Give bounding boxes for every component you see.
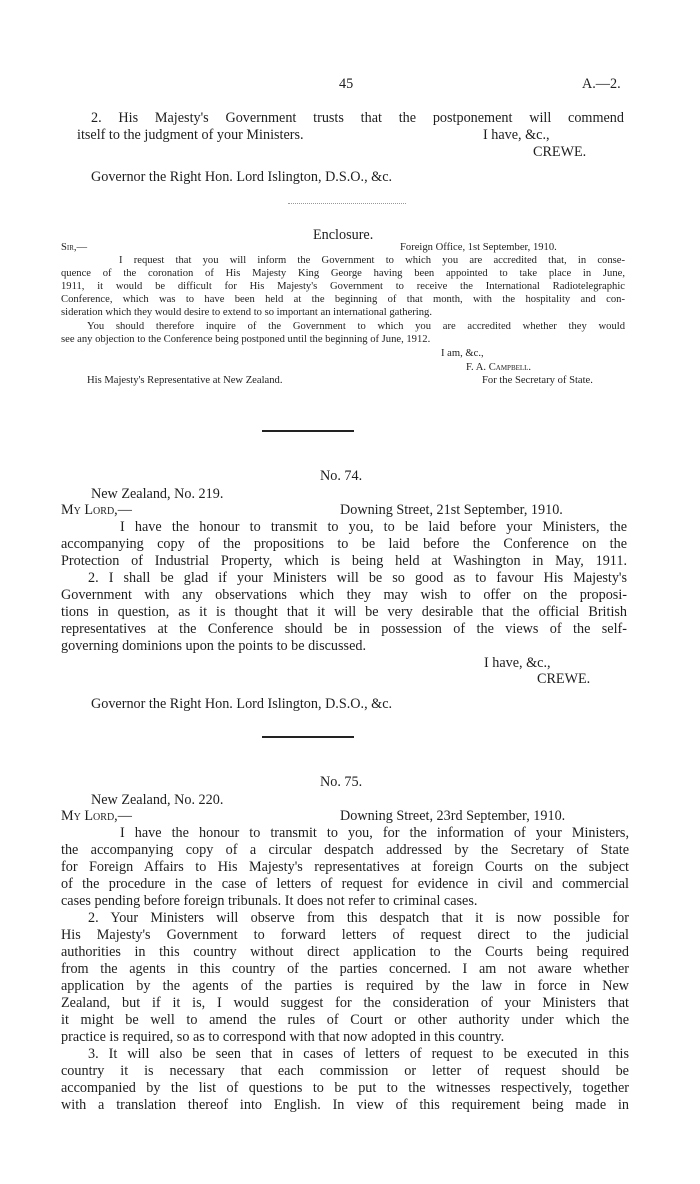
despatch-75-line: accompanied by the list of questions to be put to the witnesses respectively, together xyxy=(61,1080,629,1096)
despatch-75-line: authorities in this country without direct application to the Courts being required xyxy=(61,944,629,960)
despatch-75-ref: New Zealand, No. 220. xyxy=(91,792,224,808)
despatch-74-line: representatives at the Conference should be in possession of the views of the self- xyxy=(61,621,627,637)
enclosure-recipient: His Majesty's Representative at New Zealand. xyxy=(87,375,283,386)
despatch-74-line: Protection of Industrial Property, which is being held at Washington in May, 1911. xyxy=(61,553,627,569)
enclosure-line: quence of the coronation of His Majesty King George having been appointed to take place in June, xyxy=(61,268,625,279)
despatch-75-salutation: My Lord,— xyxy=(61,808,132,824)
despatch-74-line: governing dominions upon the points to be discussed. xyxy=(61,638,367,654)
enclosure-salutation: Sir,— xyxy=(61,242,88,253)
despatch-75-line: of the procedure in the case of letters of request for evidence in civil and commercial xyxy=(61,876,629,892)
despatch-74-signature: CREWE. xyxy=(537,671,591,687)
despatch-75-line: with a translation thereof into English. In view of this requirement being made in xyxy=(61,1097,629,1113)
despatch-75-line: practice is required, so as to correspond with that now adopted in this country. xyxy=(61,1029,505,1045)
despatch-74-line: 2. I shall be glad if your Ministers will be so good as to favour His Majesty's xyxy=(88,570,627,586)
despatch-75-line: country it is necessary that each commission or letter of request should be xyxy=(61,1063,629,1079)
despatch-75-line: I have the honour to transmit to you, for the information of your Ministers, xyxy=(120,825,629,841)
document-reference: A.—2. xyxy=(582,76,621,92)
top-closing: I have, &c., xyxy=(483,127,550,143)
despatch-75-line: the accompanying copy of a circular despatch addressed by the Secretary of State xyxy=(61,842,629,858)
section-rule xyxy=(262,736,354,738)
despatch-74-ref: New Zealand, No. 219. xyxy=(91,486,224,502)
enclosure-closing: I am, &c., xyxy=(441,348,484,359)
despatch-74-line: accompanying copy of the propositions to be laid before the Conference on the xyxy=(61,536,627,552)
enclosure-signer: F. A. Campbell. xyxy=(466,362,532,373)
top-paragraph-line: 2. His Majesty's Government trusts that the postponement will commend xyxy=(91,110,624,126)
enclosure-signer-role: For the Secretary of State. xyxy=(482,375,593,386)
despatch-75-line: application by the agents of the parties is required by the law in force in New xyxy=(61,978,629,994)
top-addressee: Governor the Right Hon. Lord Islington, D.S.O., &c. xyxy=(91,169,393,185)
despatch-74-line: Government with any observations which they may wish to offer on the proposi- xyxy=(61,587,627,603)
despatch-75-origin: Downing Street, 23rd September, 1910. xyxy=(340,808,566,824)
despatch-75-line: cases pending before foreign tribunals. It does not refer to criminal cases. xyxy=(61,893,478,909)
enclosure-title: Enclosure. xyxy=(313,227,374,243)
despatch-75-line: Zealand, but if it is, I would suggest for the consideration of your Ministers that xyxy=(61,995,629,1011)
despatch-74-closing: I have, &c., xyxy=(484,655,551,671)
despatch-74-number: No. 74. xyxy=(320,468,363,484)
despatch-75-number: No. 75. xyxy=(320,774,363,790)
despatch-75-line: for Foreign Affairs to His Majesty's representatives at foreign Courts on the subject xyxy=(61,859,629,875)
top-signature: CREWE. xyxy=(533,144,587,160)
despatch-74-salutation: My Lord,— xyxy=(61,502,132,518)
enclosure-origin: Foreign Office, 1st September, 1910. xyxy=(400,242,557,253)
section-rule xyxy=(262,430,354,432)
despatch-74-origin: Downing Street, 21st September, 1910. xyxy=(340,502,563,518)
section-divider xyxy=(288,203,406,204)
enclosure-line: I request that you will inform the Government to which you are accredited that, in conse- xyxy=(119,255,625,266)
enclosure-line: 1911, it would be difficult for His Majesty's Government to receive the International Radiotelegraphic xyxy=(61,281,625,292)
despatch-74-line: tions in question, as it is thought that it will be very desirable that the official British xyxy=(61,604,627,620)
despatch-75-line: His Majesty's Government to forward letters of request direct to the judicial xyxy=(61,927,629,943)
despatch-74-line: I have the honour to transmit to you, to be laid before your Ministers, the xyxy=(120,519,627,535)
despatch-75-line: it might be well to amend the rules of Court or other authority under which the xyxy=(61,1012,629,1028)
despatch-75-line: 3. It will also be seen that in cases of letters of request to be executed in this xyxy=(88,1046,629,1062)
despatch-74-addressee: Governor the Right Hon. Lord Islington, D.S.O., &c. xyxy=(91,696,393,712)
despatch-75-line: 2. Your Ministers will observe from this despatch that it is now possible for xyxy=(88,910,629,926)
enclosure-line: see any objection to the Conference being postponed until the beginning of June, 1912. xyxy=(61,334,431,345)
page-number: 45 xyxy=(339,76,354,92)
enclosure-line: You should therefore inquire of the Government to which you are accredited whether they would xyxy=(87,321,625,332)
enclosure-line: Conference, which was to have been held at the beginning of that month, with the hospitality and con- xyxy=(61,294,625,305)
despatch-75-line: from the agents in this country of the parties concerned. I am not aware whether xyxy=(61,961,629,977)
enclosure-line: sideration which they would desire to extend to so important an international gathering. xyxy=(61,307,432,318)
top-paragraph-line: itself to the judgment of your Ministers. xyxy=(77,127,304,143)
